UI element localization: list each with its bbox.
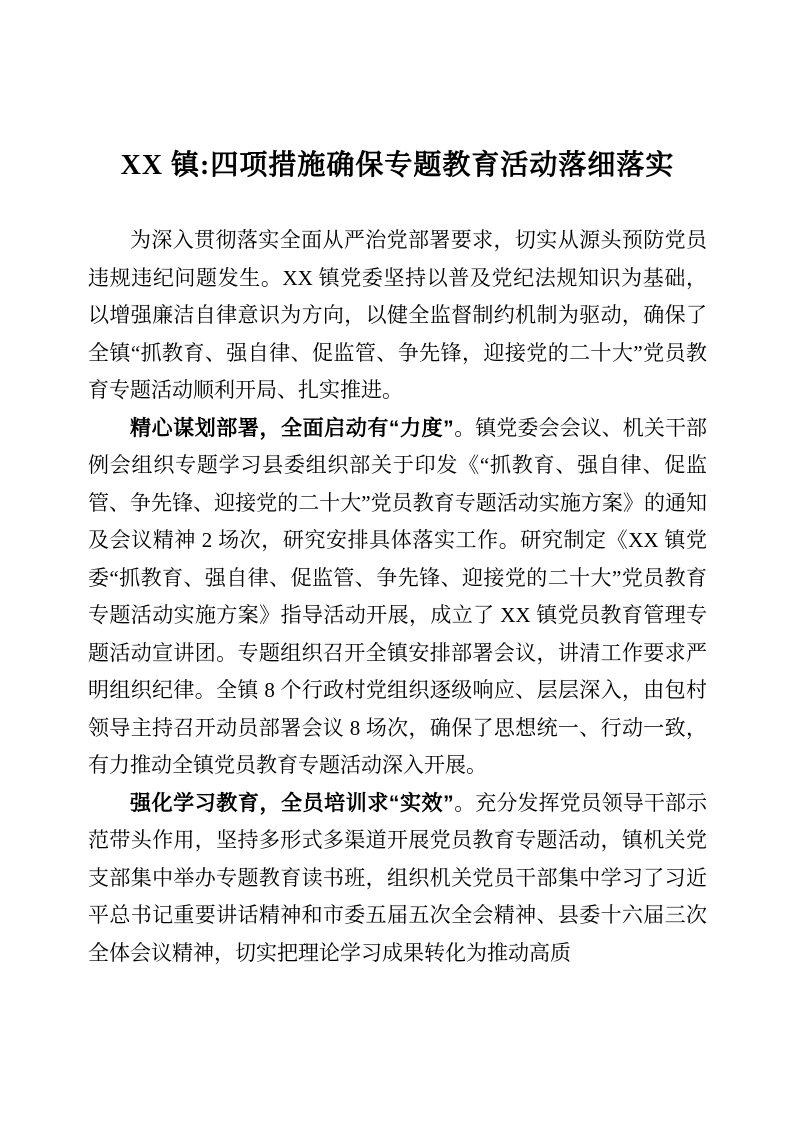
paragraph-3-text: 。充分发挥党员领导干部示范带头作用，坚持多形式多渠道开展党员教育专题活动，镇机关党支部集中举办专题教育读书班，组织机关党员干部集中学习了习近平总书记重要讲话精神和市委五届五次全会精神、县委十六届三次全体会议精神，切实把理论学习成果转化为推动高质 [88,790,708,965]
paragraph-2 [88,410,707,785]
document-title: XX 镇:四项措施确保专题教育活动落细落实 [120,150,675,181]
paragraph-3-lead: 强化学习教育，全员培训求“实效” [130,791,455,815]
paragraph-2-text: 。镇党委会会议、机关干部例会组织专题学习县委组织部关于印发《“抓教育、强自律、促监管、争先锋、迎接党的二十大”党员教育专题活动实施方案》的通知及会议精神 2 场次，研究安排具体落实工作。研究制定《XX 镇党委“抓教育、强自律、促监管、争先锋、迎接党的二十大”党员教育专题活动实施方案》指导活动开展，成立了 XX 镇党员教育管理专题活动宣讲团。专题组织召开全镇安排部署会议，讲清工作要求严明组织纪律。全镇 8 个行政村党组织逐级响应、层层深入，由包村领导主持召开动员部署会议 8 场次，确保了思想统一、行动一致，有力推动全镇党员教育专题活动深入开展。 [88,415,708,777]
document-body [88,222,707,972]
paragraph-2-lead: 精心谋划部署，全面启动有“力度” [130,416,455,440]
paragraph-1 [88,222,707,410]
paragraph-3 [88,785,707,973]
paragraph-1-text: 为深入贯彻落实全面从严治党部署要求，切实从源头预防党员违规违纪问题发生。XX 镇党委坚持以普及党纪法规知识为基础，以增强廉洁自律意识为方向，以健全监督制约机制为驱动，确保了全镇“抓教育、强自律、促监管、争先锋，迎接党的二十大”党员教育专题活动顺利开局、扎实推进。 [88,228,707,402]
